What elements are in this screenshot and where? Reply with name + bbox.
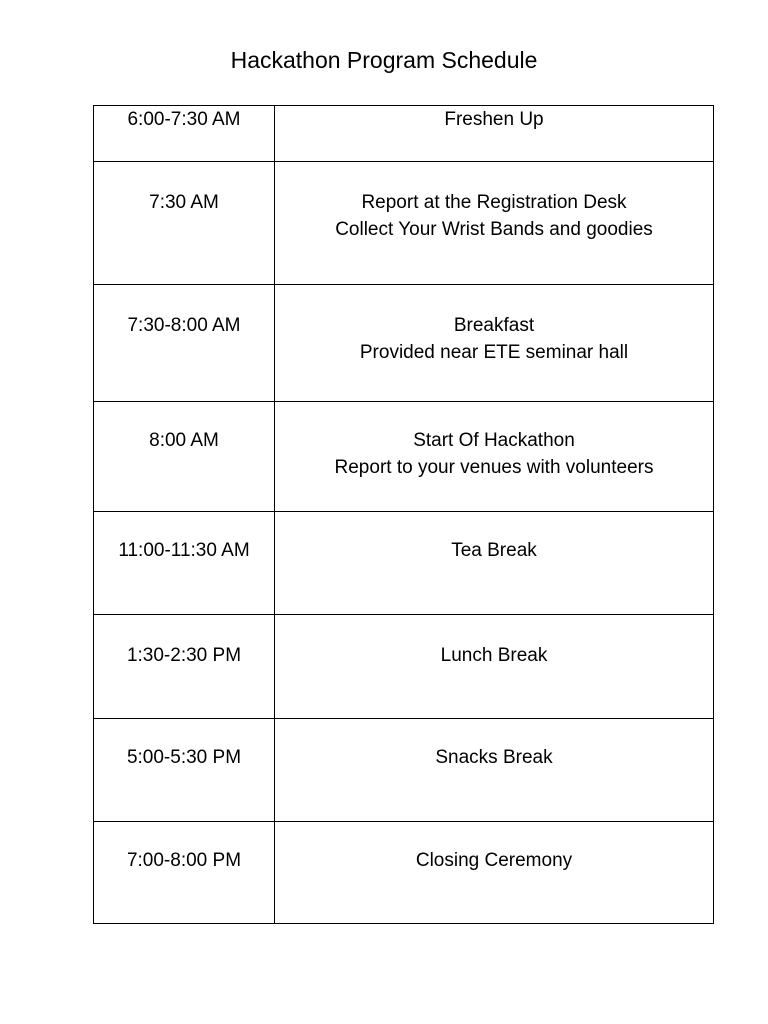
activity-line: Report at the Registration Desk xyxy=(361,192,627,213)
activity-cell xyxy=(275,719,714,822)
activity-line: Collect Your Wrist Bands and goodies xyxy=(335,219,653,240)
activity-line: Tea Break xyxy=(451,540,537,561)
time-cell: 5:00-5:30 PM xyxy=(94,719,275,822)
activity-line: Report to your venues with volunteers xyxy=(334,457,654,478)
time-cell: 7:30-8:00 AM xyxy=(94,285,275,402)
activity-cell xyxy=(275,402,714,512)
activity-cell xyxy=(275,822,714,924)
activity-cell xyxy=(275,106,714,162)
time-cell: 6:00-7:30 AM xyxy=(94,106,275,162)
table-row xyxy=(94,615,714,719)
activity-line: Snacks Break xyxy=(435,747,553,768)
time-cell: 8:00 AM xyxy=(94,402,275,512)
table-row xyxy=(94,822,714,924)
schedule-table xyxy=(93,105,714,924)
activity-cell xyxy=(275,162,714,285)
activity-cell xyxy=(275,285,714,402)
table-row xyxy=(94,512,714,615)
activity-line: Breakfast xyxy=(453,315,535,336)
activity-line: Start Of Hackathon xyxy=(413,430,575,451)
time-cell: 7:30 AM xyxy=(94,162,275,285)
activity-cell xyxy=(275,512,714,615)
table-row xyxy=(94,402,714,512)
time-cell: 11:00-11:30 AM xyxy=(94,512,275,615)
table-row xyxy=(94,106,714,162)
time-cell: 7:00-8:00 PM xyxy=(94,822,275,924)
activity-line: Freshen Up xyxy=(444,109,544,130)
table-row xyxy=(94,162,714,285)
table-row xyxy=(94,285,714,402)
page-title: Hackathon Program Schedule xyxy=(230,47,538,73)
table-row xyxy=(94,719,714,822)
time-cell: 1:30-2:30 PM xyxy=(94,615,275,719)
activity-cell xyxy=(275,615,714,719)
activity-line: Provided near ETE seminar hall xyxy=(359,342,629,363)
activity-line: Closing Ceremony xyxy=(415,850,573,871)
activity-line: Lunch Break xyxy=(440,645,548,666)
